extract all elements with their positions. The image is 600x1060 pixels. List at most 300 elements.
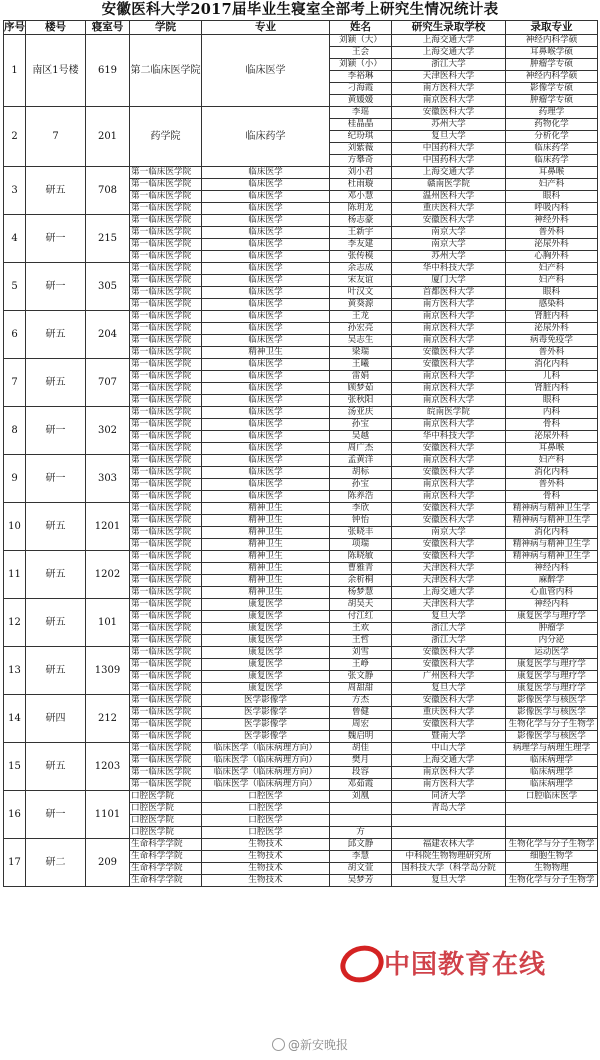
college: 生命科学学院 bbox=[130, 839, 202, 851]
building-number: 研五 bbox=[26, 743, 86, 791]
building-number: 研二 bbox=[26, 839, 86, 887]
admitted-major: 影像医学与核医学 bbox=[506, 695, 598, 707]
serial-number: 16 bbox=[4, 791, 26, 839]
admitted-major: 眼科 bbox=[506, 191, 598, 203]
admitted-major: 骨科 bbox=[506, 491, 598, 503]
student-name: 刘紫薇 bbox=[330, 143, 392, 155]
college: 第二临床医学院 bbox=[130, 35, 202, 107]
header-school: 研究生录取学校 bbox=[392, 21, 506, 35]
major: 康复医学 bbox=[202, 599, 330, 611]
admitted-school: 南京大学 bbox=[392, 527, 506, 539]
college: 生命科学学院 bbox=[130, 863, 202, 875]
table-row bbox=[4, 743, 598, 755]
admitted-major: 临床药学 bbox=[506, 143, 598, 155]
college: 第一临床医学院 bbox=[130, 443, 202, 455]
student-name: 王曦 bbox=[330, 359, 392, 371]
admitted-major: 麻醉学 bbox=[506, 575, 598, 587]
college: 第一临床医学院 bbox=[130, 347, 202, 359]
major: 临床医学 bbox=[202, 359, 330, 371]
admitted-school: 安徽医科大学 bbox=[392, 515, 506, 527]
admitted-school: 南京医科大学 bbox=[392, 767, 506, 779]
table-row bbox=[4, 551, 598, 563]
admitted-school: 安徽医科大学 bbox=[392, 695, 506, 707]
serial-number: 14 bbox=[4, 695, 26, 743]
student-name: 李友建 bbox=[330, 239, 392, 251]
admitted-major: 泌尿外科 bbox=[506, 323, 598, 335]
major: 临床医学 bbox=[202, 167, 330, 179]
major: 临床医学 bbox=[202, 323, 330, 335]
serial-number: 11 bbox=[4, 551, 26, 599]
major: 生物技术 bbox=[202, 875, 330, 887]
admitted-school: 重庆医科大学 bbox=[392, 203, 506, 215]
admitted-major: 呼吸内科 bbox=[506, 203, 598, 215]
admitted-major: 药理学 bbox=[506, 107, 598, 119]
table-row bbox=[4, 791, 598, 803]
college: 第一临床医学院 bbox=[130, 179, 202, 191]
admitted-major: 妇产科 bbox=[506, 275, 598, 287]
page-title: 安徽医科大学2017届毕业生寝室全部考上研究生情况统计表 bbox=[101, 1, 499, 18]
table-row bbox=[4, 647, 598, 659]
table-row bbox=[4, 167, 598, 179]
student-name: 邓茹霞 bbox=[330, 779, 392, 791]
admitted-school: 上海交通大学 bbox=[392, 35, 506, 47]
major: 临床医学 bbox=[202, 311, 330, 323]
major: 临床医学 bbox=[202, 299, 330, 311]
student-name bbox=[330, 815, 392, 827]
student-name: 曾健 bbox=[330, 707, 392, 719]
header-admit-major: 录取专业 bbox=[506, 21, 598, 35]
major: 临床医学 bbox=[202, 227, 330, 239]
admitted-major: 临床病理学 bbox=[506, 755, 598, 767]
student-name: 王峥 bbox=[330, 659, 392, 671]
student-name: 刘雪 bbox=[330, 647, 392, 659]
student-name: 李裕琳 bbox=[330, 71, 392, 83]
student-name: 孙宝 bbox=[330, 419, 392, 431]
admitted-major: 神经内科 bbox=[506, 563, 598, 575]
admitted-major: 神经内科 bbox=[506, 599, 598, 611]
admitted-major: 消化内科 bbox=[506, 467, 598, 479]
student-name: 张晓丰 bbox=[330, 527, 392, 539]
admitted-major: 内科 bbox=[506, 407, 598, 419]
college: 第一临床医学院 bbox=[130, 371, 202, 383]
admitted-school: 安徽医科大学 bbox=[392, 539, 506, 551]
major: 康复医学 bbox=[202, 611, 330, 623]
admitted-school: 复旦大学 bbox=[392, 611, 506, 623]
student-name: 杨梦慧 bbox=[330, 587, 392, 599]
table-row bbox=[4, 35, 598, 47]
room-number: 209 bbox=[86, 839, 130, 887]
watermark bbox=[340, 940, 595, 980]
major: 临床医学 bbox=[202, 35, 330, 107]
student-name: 陈晓敏 bbox=[330, 551, 392, 563]
serial-number: 13 bbox=[4, 647, 26, 695]
college: 第一临床医学院 bbox=[130, 323, 202, 335]
admitted-school: 上海交通大学 bbox=[392, 587, 506, 599]
major: 精神卫生 bbox=[202, 575, 330, 587]
student-name: 胡标 bbox=[330, 467, 392, 479]
admitted-school: 复旦大学 bbox=[392, 683, 506, 695]
major: 医学影像学 bbox=[202, 719, 330, 731]
serial-number: 5 bbox=[4, 263, 26, 311]
student-name: 王龙 bbox=[330, 311, 392, 323]
student-name: 胡佳 bbox=[330, 743, 392, 755]
student-name: 周甜甜 bbox=[330, 683, 392, 695]
major: 临床医学 bbox=[202, 383, 330, 395]
room-number: 1101 bbox=[86, 791, 130, 839]
room-number: 204 bbox=[86, 311, 130, 359]
college: 第一临床医学院 bbox=[130, 287, 202, 299]
student-name: 王会 bbox=[330, 47, 392, 59]
major: 临床医学 bbox=[202, 419, 330, 431]
serial-number: 8 bbox=[4, 407, 26, 455]
student-name: 周广杰 bbox=[330, 443, 392, 455]
admitted-major: 康复医学与理疗学 bbox=[506, 659, 598, 671]
admitted-school: 南京医科大学 bbox=[392, 419, 506, 431]
student-name: 李欣 bbox=[330, 503, 392, 515]
student-name: 汤亚庆 bbox=[330, 407, 392, 419]
admitted-major: 内分泌 bbox=[506, 635, 598, 647]
college: 第一临床医学院 bbox=[130, 779, 202, 791]
admitted-school: 中科院生物物理研究所 bbox=[392, 851, 506, 863]
header-building: 楼号 bbox=[26, 21, 86, 35]
admitted-major: 耳鼻喉学硕 bbox=[506, 47, 598, 59]
room-number: 708 bbox=[86, 167, 130, 215]
major: 临床医学（临床病理方向） bbox=[202, 743, 330, 755]
student-name: 张传模 bbox=[330, 251, 392, 263]
admitted-major: 生物化学与分子生物学 bbox=[506, 839, 598, 851]
student-name: 刘凰 bbox=[330, 791, 392, 803]
admitted-school: 安徽医科大学 bbox=[392, 551, 506, 563]
major: 临床医学 bbox=[202, 491, 330, 503]
student-name: 吴梦芳 bbox=[330, 875, 392, 887]
building-number: 研一 bbox=[26, 263, 86, 311]
admitted-school: 厦门大学 bbox=[392, 275, 506, 287]
college: 第一临床医学院 bbox=[130, 239, 202, 251]
serial-number: 10 bbox=[4, 503, 26, 551]
major: 临床医学 bbox=[202, 443, 330, 455]
college: 第一临床医学院 bbox=[130, 359, 202, 371]
admitted-school: 天津医科大学 bbox=[392, 563, 506, 575]
student-name: 吴志生 bbox=[330, 335, 392, 347]
admitted-major: 康复医学与理疗学 bbox=[506, 611, 598, 623]
college: 第一临床医学院 bbox=[130, 755, 202, 767]
building-number: 研五 bbox=[26, 503, 86, 551]
major: 临床医学 bbox=[202, 371, 330, 383]
admitted-major: 影像医学与核医学 bbox=[506, 731, 598, 743]
major: 临床医学 bbox=[202, 467, 330, 479]
college: 口腔医学院 bbox=[130, 815, 202, 827]
admitted-major: 病理学与病理生理学 bbox=[506, 743, 598, 755]
admitted-school: 华中科技大学 bbox=[392, 263, 506, 275]
college: 第一临床医学院 bbox=[130, 503, 202, 515]
admitted-school: 安徽医科大学 bbox=[392, 719, 506, 731]
admitted-major: 肿瘤学专硕 bbox=[506, 59, 598, 71]
admitted-school: 同济大学 bbox=[392, 791, 506, 803]
major: 临床医学（临床病理方向） bbox=[202, 755, 330, 767]
college: 第一临床医学院 bbox=[130, 467, 202, 479]
table-row bbox=[4, 263, 598, 275]
admitted-school: 天津医科大学 bbox=[392, 575, 506, 587]
major: 口腔医学 bbox=[202, 815, 330, 827]
student-name: 胡吴天 bbox=[330, 599, 392, 611]
admitted-major: 影像学专硕 bbox=[506, 83, 598, 95]
admitted-school: 安徽医科大学 bbox=[392, 467, 506, 479]
major: 临床医学 bbox=[202, 407, 330, 419]
college: 第一临床医学院 bbox=[130, 395, 202, 407]
major: 临床医学 bbox=[202, 431, 330, 443]
table-body bbox=[4, 35, 598, 887]
header-row bbox=[4, 21, 598, 35]
major: 精神卫生 bbox=[202, 539, 330, 551]
admitted-school: 苏州大学 bbox=[392, 119, 506, 131]
building-number: 研五 bbox=[26, 359, 86, 407]
admitted-major: 普外科 bbox=[506, 479, 598, 491]
admitted-school: 复旦大学 bbox=[392, 875, 506, 887]
college: 第一临床医学院 bbox=[130, 299, 202, 311]
admitted-school: 南方医科大学 bbox=[392, 779, 506, 791]
stats-table bbox=[3, 20, 598, 887]
admitted-school: 福建农林大学 bbox=[392, 839, 506, 851]
admitted-school: 南京医科大学 bbox=[392, 323, 506, 335]
major: 康复医学 bbox=[202, 671, 330, 683]
admitted-major: 精神病与精神卫生学 bbox=[506, 503, 598, 515]
major: 生物技术 bbox=[202, 863, 330, 875]
major: 生物技术 bbox=[202, 839, 330, 851]
student-name: 杜雨璇 bbox=[330, 179, 392, 191]
college: 第一临床医学院 bbox=[130, 551, 202, 563]
student-name: 陈养浩 bbox=[330, 491, 392, 503]
admitted-major: 神经内科学硕 bbox=[506, 35, 598, 47]
admitted-school: 华中科技大学 bbox=[392, 431, 506, 443]
watermark-text: 中国教育在线 bbox=[384, 950, 547, 980]
room-number: 201 bbox=[86, 107, 130, 167]
student-name: 张秋阳 bbox=[330, 395, 392, 407]
student-name: 梁瑞 bbox=[330, 347, 392, 359]
admitted-major: 骨科 bbox=[506, 419, 598, 431]
admitted-major bbox=[506, 815, 598, 827]
major: 精神卫生 bbox=[202, 527, 330, 539]
college: 第一临床医学院 bbox=[130, 167, 202, 179]
admitted-major: 药物化学 bbox=[506, 119, 598, 131]
admitted-major: 妇产科 bbox=[506, 455, 598, 467]
college: 第一临床医学院 bbox=[130, 611, 202, 623]
admitted-school: 浙江大学 bbox=[392, 623, 506, 635]
college: 口腔医学院 bbox=[130, 827, 202, 839]
college: 第一临床医学院 bbox=[130, 215, 202, 227]
college: 第一临床医学院 bbox=[130, 731, 202, 743]
admitted-major: 眼科 bbox=[506, 395, 598, 407]
table-row bbox=[4, 311, 598, 323]
admitted-major: 耳鼻喉 bbox=[506, 167, 598, 179]
admitted-major: 临床病理学 bbox=[506, 767, 598, 779]
building-number: 研五 bbox=[26, 599, 86, 647]
major: 精神卫生 bbox=[202, 515, 330, 527]
room-number: 101 bbox=[86, 599, 130, 647]
student-name: 孙宏亮 bbox=[330, 323, 392, 335]
major: 康复医学 bbox=[202, 683, 330, 695]
room-number: 619 bbox=[86, 35, 130, 107]
source-credit: @新安晚报 bbox=[272, 1036, 348, 1053]
college: 第一临床医学院 bbox=[130, 275, 202, 287]
college: 第一临床医学院 bbox=[130, 527, 202, 539]
student-name: 张文静 bbox=[330, 671, 392, 683]
student-name: 钟怡 bbox=[330, 515, 392, 527]
college: 第一临床医学院 bbox=[130, 635, 202, 647]
admitted-major: 神经外科 bbox=[506, 215, 598, 227]
admitted-school: 安徽医科大学 bbox=[392, 347, 506, 359]
student-name: 樊月 bbox=[330, 755, 392, 767]
college: 第一临床医学院 bbox=[130, 203, 202, 215]
college: 第一临床医学院 bbox=[130, 683, 202, 695]
student-name: 顾梦茹 bbox=[330, 383, 392, 395]
major: 医学影像学 bbox=[202, 731, 330, 743]
major: 医学影像学 bbox=[202, 707, 330, 719]
major: 口腔医学 bbox=[202, 803, 330, 815]
student-name: 李慧 bbox=[330, 851, 392, 863]
college: 第一临床医学院 bbox=[130, 455, 202, 467]
student-name: 方杰 bbox=[330, 695, 392, 707]
student-name: 李瑶 bbox=[330, 107, 392, 119]
building-number: 研一 bbox=[26, 455, 86, 503]
building-number: 研一 bbox=[26, 791, 86, 839]
admitted-school: 南京医科大学 bbox=[392, 371, 506, 383]
admitted-major: 肿瘤学专硕 bbox=[506, 95, 598, 107]
student-name: 孙宝 bbox=[330, 479, 392, 491]
major: 临床医学 bbox=[202, 239, 330, 251]
student-name: 方攀奇 bbox=[330, 155, 392, 167]
admitted-school: 安徽医科大学 bbox=[392, 647, 506, 659]
admitted-school: 安徽医科大学 bbox=[392, 107, 506, 119]
major: 临床医学 bbox=[202, 215, 330, 227]
student-name: 邓小慧 bbox=[330, 191, 392, 203]
student-name: 陈玥龙 bbox=[330, 203, 392, 215]
college: 第一临床医学院 bbox=[130, 719, 202, 731]
admitted-major: 普外科 bbox=[506, 227, 598, 239]
student-name: 叶汉文 bbox=[330, 287, 392, 299]
admitted-school: 南京医科大学 bbox=[392, 455, 506, 467]
admitted-major: 泌尿外科 bbox=[506, 239, 598, 251]
admitted-school: 温州医科大学 bbox=[392, 191, 506, 203]
admitted-school: 青岛大学 bbox=[392, 803, 506, 815]
admitted-school: 安徽医科大学 bbox=[392, 443, 506, 455]
room-number: 707 bbox=[86, 359, 130, 407]
admitted-major: 消化内科 bbox=[506, 359, 598, 371]
student-name: 方 bbox=[330, 827, 392, 839]
college: 第一临床医学院 bbox=[130, 539, 202, 551]
admitted-school: 南京医科大学 bbox=[392, 491, 506, 503]
table-row bbox=[4, 503, 598, 515]
admitted-school: 暨南大学 bbox=[392, 731, 506, 743]
serial-number: 2 bbox=[4, 107, 26, 167]
header-major: 专业 bbox=[202, 21, 330, 35]
header-college: 学院 bbox=[130, 21, 202, 35]
admitted-school: 皖南医学院 bbox=[392, 407, 506, 419]
student-name bbox=[330, 803, 392, 815]
serial-number: 4 bbox=[4, 215, 26, 263]
credit-text: 新安晚报 bbox=[300, 1038, 349, 1052]
student-name: 刘颖（大） bbox=[330, 35, 392, 47]
table-row bbox=[4, 695, 598, 707]
building-number: 研四 bbox=[26, 695, 86, 743]
major: 临床医学 bbox=[202, 275, 330, 287]
serial-number: 17 bbox=[4, 839, 26, 887]
admitted-school: 上海交通大学 bbox=[392, 755, 506, 767]
admitted-school: 赣南医学院 bbox=[392, 179, 506, 191]
admitted-school: 中国药科大学 bbox=[392, 143, 506, 155]
admitted-major: 精神病与精神卫生学 bbox=[506, 539, 598, 551]
building-number: 研五 bbox=[26, 311, 86, 359]
room-number: 212 bbox=[86, 695, 130, 743]
major: 口腔医学 bbox=[202, 827, 330, 839]
student-name: 邱文静 bbox=[330, 839, 392, 851]
college: 第一临床医学院 bbox=[130, 671, 202, 683]
college: 第一临床医学院 bbox=[130, 431, 202, 443]
admitted-major bbox=[506, 827, 598, 839]
admitted-school bbox=[392, 827, 506, 839]
serial-number: 15 bbox=[4, 743, 26, 791]
college: 第一临床医学院 bbox=[130, 251, 202, 263]
room-number: 1203 bbox=[86, 743, 130, 791]
student-name: 纪玢琪 bbox=[330, 131, 392, 143]
admitted-major: 心血管内科 bbox=[506, 587, 598, 599]
room-number: 1202 bbox=[86, 551, 130, 599]
admitted-major: 康复医学与理疗学 bbox=[506, 683, 598, 695]
building-number: 7 bbox=[26, 107, 86, 167]
admitted-school: 南京医科大学 bbox=[392, 395, 506, 407]
header-name: 姓名 bbox=[330, 21, 392, 35]
college: 第一临床医学院 bbox=[130, 515, 202, 527]
admitted-school: 苏州大学 bbox=[392, 251, 506, 263]
major: 康复医学 bbox=[202, 623, 330, 635]
admitted-major: 细胞生物学 bbox=[506, 851, 598, 863]
header-room: 寝室号 bbox=[86, 21, 130, 35]
admitted-major: 生物化学与分子生物学 bbox=[506, 719, 598, 731]
major: 临床医学 bbox=[202, 479, 330, 491]
admitted-school: 南方医科大学 bbox=[392, 83, 506, 95]
admitted-school bbox=[392, 815, 506, 827]
college: 第一临床医学院 bbox=[130, 599, 202, 611]
admitted-school: 南京大学 bbox=[392, 227, 506, 239]
admitted-major: 心胸外科 bbox=[506, 251, 598, 263]
student-name: 付江红 bbox=[330, 611, 392, 623]
student-name: 刁海霞 bbox=[330, 83, 392, 95]
room-number: 215 bbox=[86, 215, 130, 263]
student-name: 杨志豪 bbox=[330, 215, 392, 227]
college: 第一临床医学院 bbox=[130, 695, 202, 707]
major: 精神卫生 bbox=[202, 503, 330, 515]
student-name: 周宏 bbox=[330, 719, 392, 731]
admitted-school: 南京医科大学 bbox=[392, 95, 506, 107]
student-name: 雷娟 bbox=[330, 371, 392, 383]
admitted-school: 南京医科大学 bbox=[392, 479, 506, 491]
student-name: 余志成 bbox=[330, 263, 392, 275]
major: 临床医学（临床病理方向） bbox=[202, 779, 330, 791]
major: 临床医学 bbox=[202, 203, 330, 215]
major: 临床药学 bbox=[202, 107, 330, 167]
serial-number: 6 bbox=[4, 311, 26, 359]
building-number: 研一 bbox=[26, 407, 86, 455]
student-name: 王哲 bbox=[330, 635, 392, 647]
room-number: 1309 bbox=[86, 647, 130, 695]
student-name: 吴越 bbox=[330, 431, 392, 443]
header-no: 序号 bbox=[4, 21, 25, 33]
major: 临床医学 bbox=[202, 179, 330, 191]
admitted-school: 南京医科大学 bbox=[392, 383, 506, 395]
college: 第一临床医学院 bbox=[130, 419, 202, 431]
major: 临床医学（临床病理方向） bbox=[202, 767, 330, 779]
table-row bbox=[4, 455, 598, 467]
admitted-major: 肾脏内科 bbox=[506, 311, 598, 323]
